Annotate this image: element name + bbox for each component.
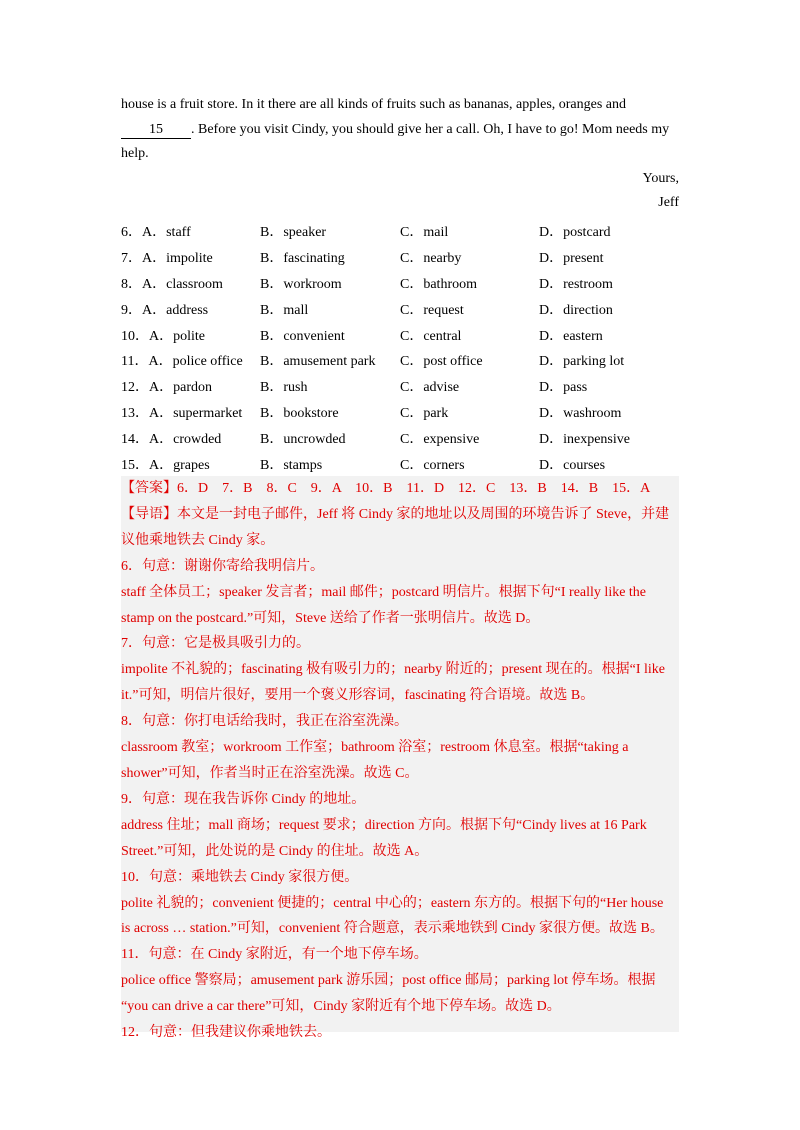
option-choice: 9．A．address — [121, 302, 209, 318]
answer-line: polite 礼貌的；convenient 便捷的；central 中心的；eastern 东方的。根据下句的“Her house — [121, 895, 664, 911]
answer-line: 10．句意：乘地铁去 Cindy 家很方便。 — [121, 869, 359, 885]
option-choice: D．washroom — [539, 405, 622, 421]
option-choice: C．expensive — [400, 431, 480, 447]
answer-line: 【答案】6．D 7．B 8．C 9．A 10．B 11．D 12．C 13．B 14．B 15．A — [121, 481, 651, 496]
option-choice: B．bookstore — [260, 405, 339, 421]
answer-line: 议他乘地铁去 Cindy 家。 — [121, 532, 275, 548]
option-choice: D．pass — [539, 380, 588, 396]
answer-line: stamp on the postcard.”可知，Steve 送给了作者一张明信片。故选 D。 — [121, 610, 540, 626]
answer-line: police office 警察局；amusement park 游乐园；post office 邮局；parking lot 停车场。根据 — [121, 973, 656, 989]
option-row — [121, 399, 679, 425]
answer-line: address 住址；mall 商场；request 要求；direction 方向。根据下句“Cindy lives at 16 Park — [121, 817, 647, 833]
answer-line: 7．句意：它是极具吸引力的。 — [121, 636, 310, 652]
option-row — [121, 425, 679, 451]
option-choice: B．stamps — [260, 457, 323, 473]
option-choice: C．central — [400, 328, 462, 344]
option-choice: C．nearby — [400, 251, 462, 267]
option-row — [121, 219, 679, 245]
answer-line: Street.”可知，此处说的是 Cindy 的住址。故选 A。 — [121, 843, 429, 859]
option-choice: D．restroom — [539, 276, 613, 292]
letter-closing: Yours, — [642, 170, 679, 186]
option-row — [121, 373, 679, 399]
option-choice: B．speaker — [260, 225, 327, 241]
option-choice: C．post office — [400, 354, 483, 370]
option-choice: D．inexpensive — [539, 431, 630, 447]
option-choice: D．postcard — [539, 225, 611, 241]
passage-line-2 — [121, 118, 679, 143]
option-choice: D．parking lot — [539, 354, 625, 370]
option-choice: C．park — [400, 405, 449, 421]
option-choice: 12．A．pardon — [121, 380, 212, 396]
answer-line: 11．句意：在 Cindy 家附近，有一个地下停车场。 — [121, 947, 428, 963]
option-choice: C．request — [400, 302, 464, 318]
option-choice: 11．A．police office — [121, 354, 243, 370]
option-choice: B．workroom — [260, 276, 342, 292]
answer-line: staff 全体员工；speaker 发言者；mail 邮件；postcard 明信片。根据下句“I really like the — [121, 584, 647, 600]
option-choice: D．direction — [539, 302, 613, 318]
option-choice: C．mail — [400, 225, 449, 241]
option-choice: 10．A．polite — [121, 328, 205, 344]
options-list — [121, 219, 679, 477]
option-choice: D．present — [539, 251, 604, 267]
option-row — [121, 451, 679, 477]
answer-line: 9．句意：现在我告诉你 Cindy 的地址。 — [121, 791, 366, 807]
answer-explanation-box — [121, 476, 679, 1041]
option-choice: B．uncrowded — [260, 431, 346, 447]
answer-line: shower”可知，作者当时正在浴室洗澡。故选 C。 — [121, 765, 419, 781]
option-row — [121, 322, 679, 348]
option-choice: 8．A．classroom — [121, 276, 223, 292]
option-choice: B．fascinating — [260, 251, 345, 267]
option-choice: C．advise — [400, 380, 460, 396]
passage-line-2-text: . Before you visit Cindy, you should give her a call. Oh, I have to go! Mom needs my — [191, 121, 670, 137]
blank-15: 15 — [121, 122, 191, 139]
passage-block — [121, 93, 679, 476]
answer-line: is across … station.”可知，convenient 符合题意，表示乘地铁到 Cindy 家很方便。故选 B。 — [121, 921, 664, 937]
answer-line: impolite 不礼貌的；fascinating 极有吸引力的；nearby 附近的；present 现在的。根据“I like — [121, 662, 665, 678]
passage-line-3: help. — [121, 146, 149, 161]
option-row — [121, 347, 679, 373]
option-choice: B．rush — [260, 380, 308, 396]
answer-line: 6．句意：谢谢你寄给我明信片。 — [121, 558, 324, 574]
answer-line: it.”可知，明信片很好，要用一个褒义形容词，fascinating 符合语境。故选 B。 — [121, 688, 595, 704]
option-choice: D．courses — [539, 457, 606, 473]
option-choice: 14．A．crowded — [121, 431, 222, 447]
answer-line: 8．句意：你打电话给我时，我正在浴室洗澡。 — [121, 714, 408, 730]
passage-line-1: house is a fruit store. In it there are all kinds of fruits such as bananas, apples, oranges and — [121, 97, 627, 112]
answer-line: classroom 教室；workroom 工作室；bathroom 浴室；restroom 休息室。根据“taking a — [121, 740, 629, 756]
letter-signature: Jeff — [658, 195, 679, 210]
option-choice: C．corners — [400, 457, 465, 473]
option-choice: 15．A．grapes — [121, 457, 210, 473]
option-choice: 6．A．staff — [121, 225, 191, 241]
answer-line: 12．句意：但我建议你乘地铁去。 — [121, 1025, 331, 1041]
option-row — [121, 270, 679, 296]
answer-line: 【导语】本文是一封电子邮件，Jeff 将 Cindy 家的地址以及周围的环境告诉了 Steve，并建 — [121, 506, 670, 522]
option-row — [121, 244, 679, 270]
option-choice: B．mall — [260, 302, 309, 318]
option-choice: B．convenient — [260, 328, 345, 344]
option-choice: 13．A．supermarket — [121, 405, 243, 421]
option-choice: D．eastern — [539, 328, 603, 344]
option-choice: C．bathroom — [400, 276, 477, 292]
option-row — [121, 296, 679, 322]
option-choice: 7．A．impolite — [121, 251, 213, 267]
option-choice: B．amusement park — [260, 354, 376, 370]
answer-line: “you can drive a car there”可知，Cindy 家附近有个地下停车场。故选 D。 — [121, 999, 561, 1015]
